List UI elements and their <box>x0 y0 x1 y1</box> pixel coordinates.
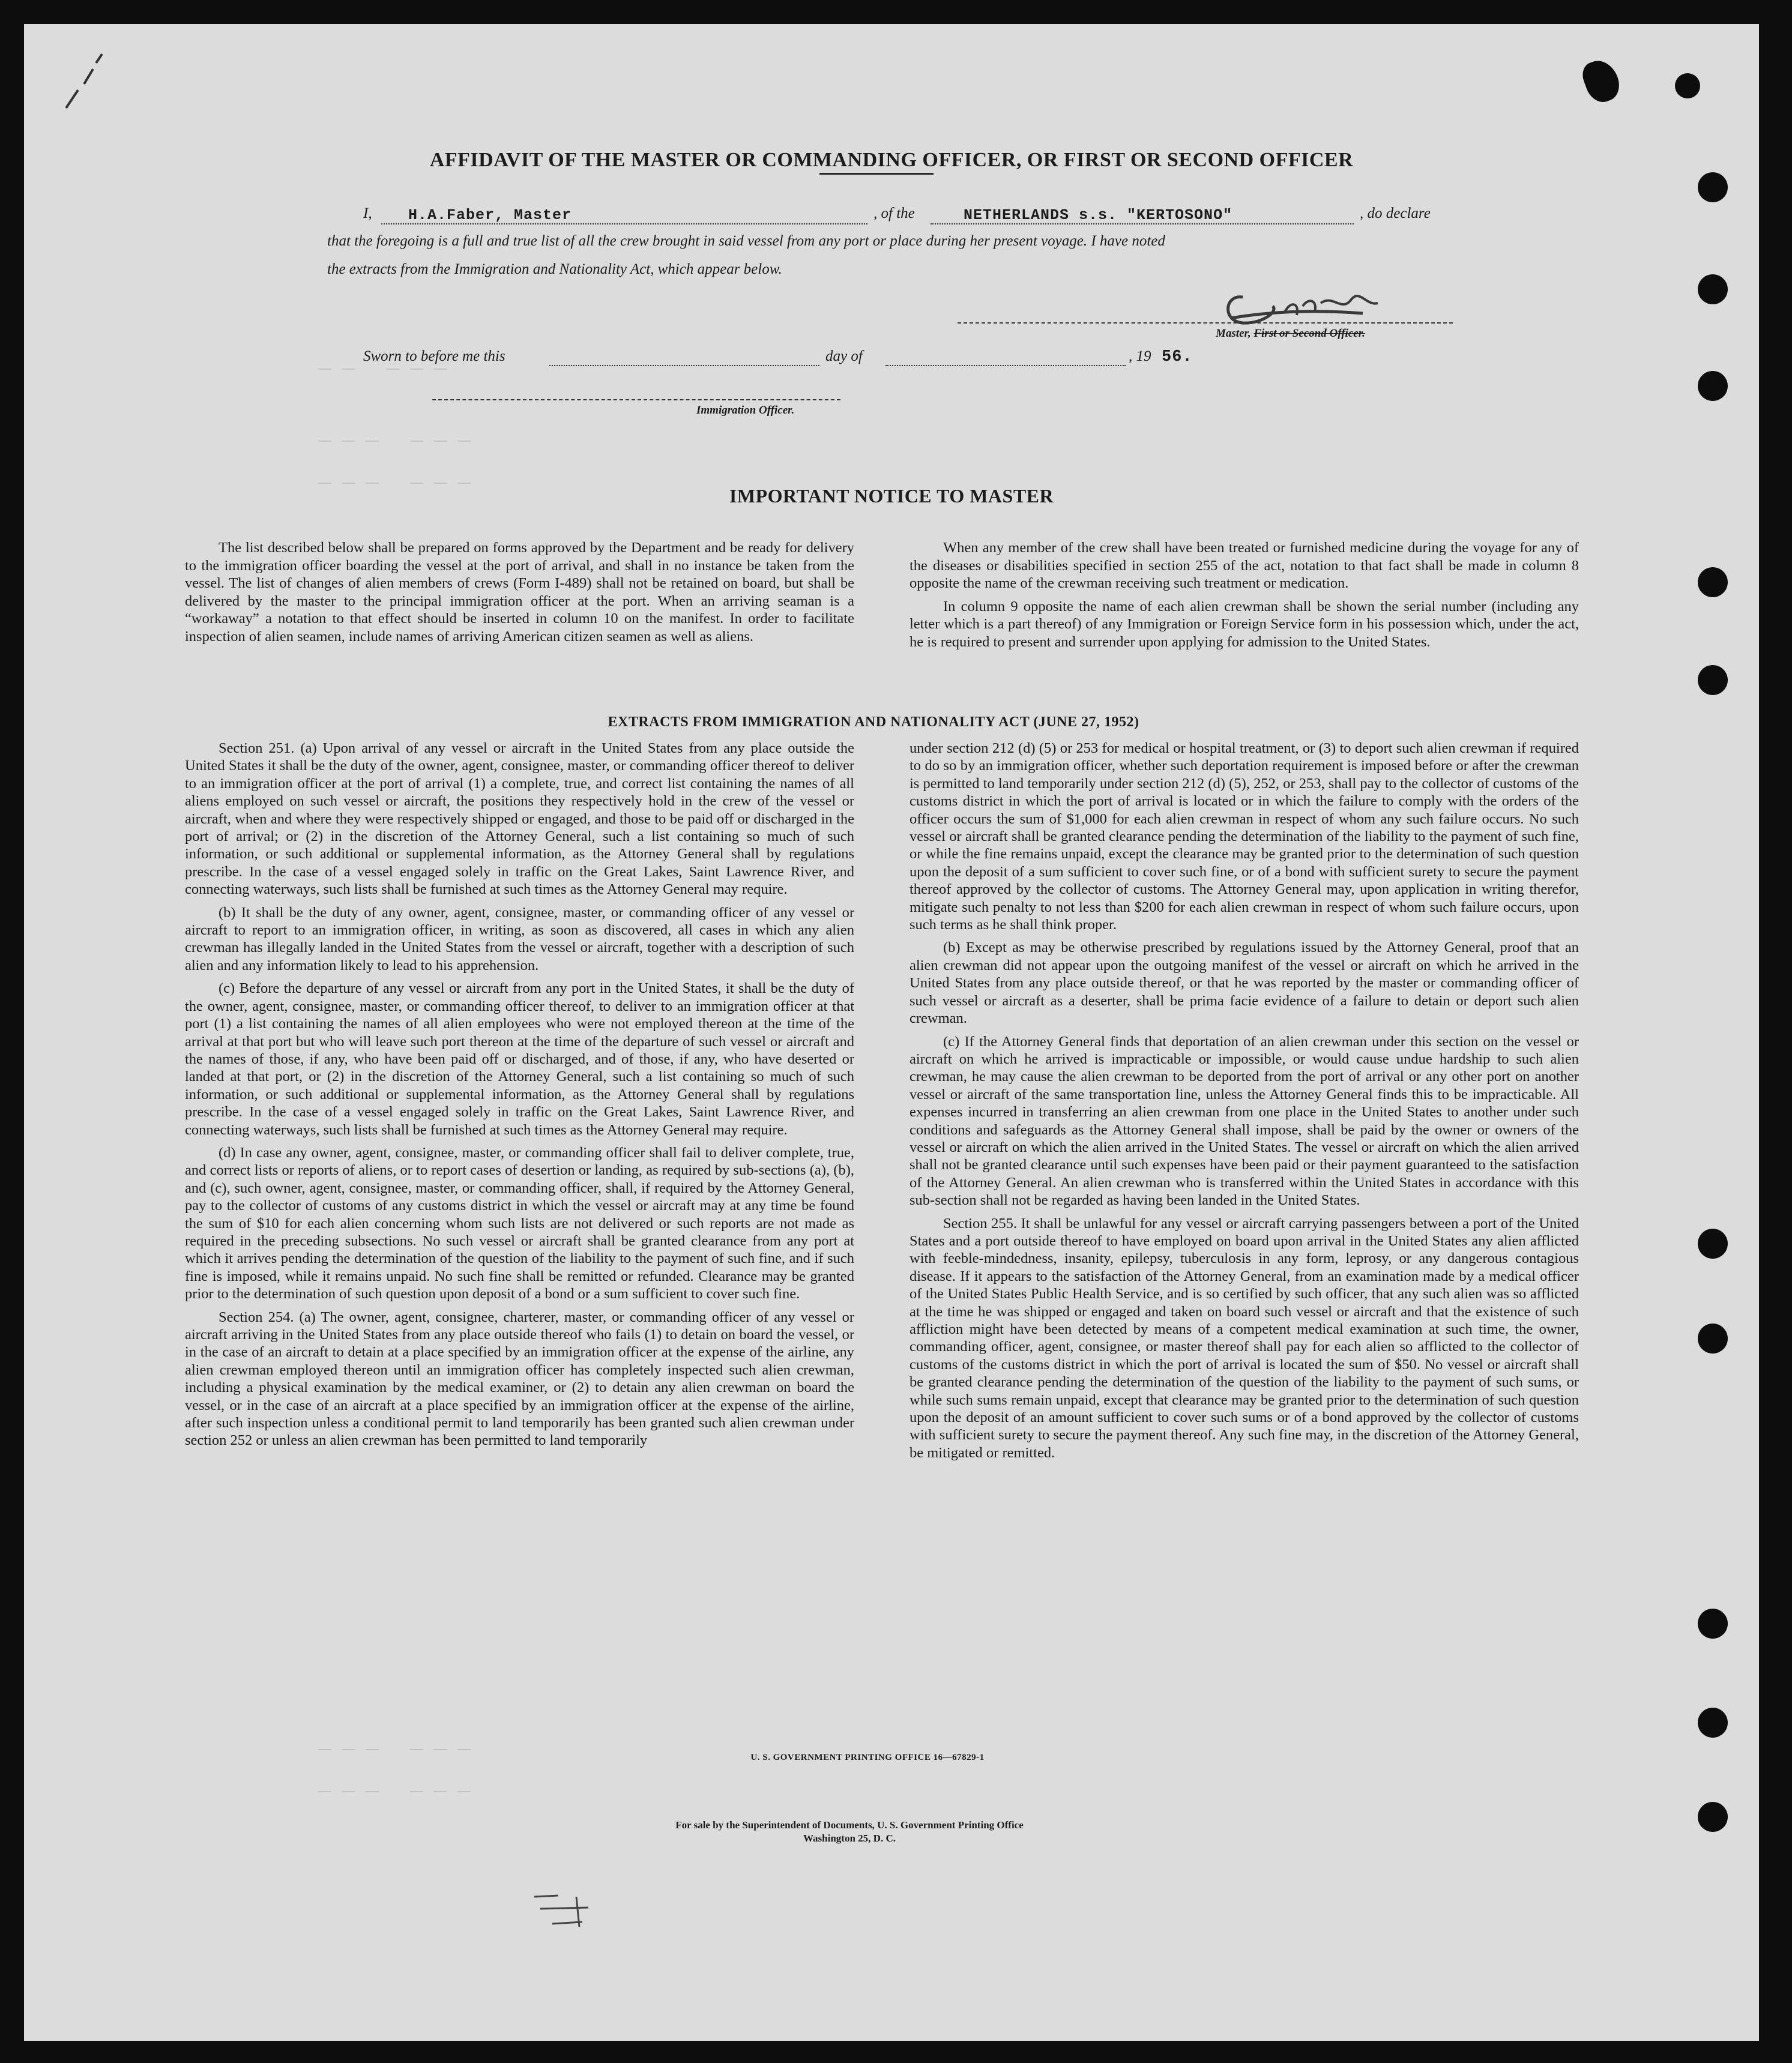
caption-struck: First or Second Officer. <box>1253 327 1365 340</box>
sworn-label: Sworn to before me this <box>363 348 505 364</box>
day-of-label: day of <box>825 348 863 364</box>
punch-hole <box>1698 567 1728 597</box>
bleed-through-marks: — — — — — — <box>318 432 474 447</box>
notice-paragraph: The list described below shall be prepared on forms approved by the Department and be ready for delivery to the immigration officer boarding the vessel at the port of arrival, and shall in no instance be taken from the vessel. The list of changes of alien members of crews (Form I-489) shall not be retained on board, but shall be delivered by the master to the principal immigration officer at the port. When an arriving seaman is a “workaway” a notation to that effect should be inserted in column 10 on the manifest. In order to facilitate inspection of alien seamen, include names of arriving American citizen seamen as well as aliens. <box>185 540 854 645</box>
section-254-a: Section 254. (a) The owner, agent, consignee, charterer, master, or commanding officer of any vessel or aircraft arriving in the United States from any place outside thereof who fails (1) to detain on board the vessel, or in the case of an aircraft to detain at a place specified by an immigration officer at the expense of the airline, any alien crewman employed thereon until an immigration officer has completely inspected such alien crewman, including a physical examination by the medical examiner, or (2) to detain any alien crewman on board the vessel, or in the case of an aircraft at a place specified by an immigration officer at the expense of the airline, after such inspection unless a conditional permit to land temporarily has been granted such alien crewman under section 252 or unless an alien crewman has been permitted to land temporarily <box>185 1309 854 1449</box>
extracts-right-column <box>910 739 1579 1467</box>
corner-binding-mark <box>1579 56 1625 107</box>
document-page <box>24 24 1759 2041</box>
year-prefix: , 19 <box>1129 348 1151 364</box>
sale-line-2: Washington 25, D. C. <box>803 1833 896 1844</box>
section-251-c: (c) Before the departure of any vessel or aircraft from any port in the United States, it shall be the duty of the owner, agent, consignee, master, or commanding officer thereof, to deliver to an immigration officer at that port (1) a list containing the names of all alien employees who were not employed thereon at the time of the arrival at that port but who will leave such port thereon at the time of the departure of such vessel or aircraft and the names of those, if any, who have been paid off or discharged, and of those, if any, who have deserted or landed at that port, or (2) in the discretion of the Attorney General, such a list containing so much of such information, or such additional or supplemental information, as the Attorney General shall by regulations prescribe. In the case of a vessel engaged solely in traffic on the Great Lakes, Saint Lawrence River, and connecting waterways, such lists shall be furnished at such times as the Attorney General may require. <box>185 980 854 1138</box>
signature-caption <box>1216 327 1365 340</box>
section-254-cont: under section 212 (d) (5) or 253 for medical or hospital treatment, or (3) to deport such alien crewman if required to do so by an immigration officer, whether such deportation requirement is imposed before or after the crewman is permitted to land temporarily under section 212 (d) (5), 252, or 253, shall pay to the collector of customs of the customs district in which the port of arrival is located or in which the failure to comply with the orders of the officer occurs the sum of $1,000 for each alien crewman in respect of whom any such failure occurs. No such vessel or aircraft shall be granted clearance pending the determination of the liability to the payment of such fine, or while the fine remains unpaid, except the clearance may be granted prior to the determination of such question upon the deposit of a sum sufficient to cover such fine, or of a bond with sufficient surety to secure the payment thereof approved by the collector of customs. The Attorney General may, upon application in writing therefor, mitigate such penalty to not less than $200 for each alien crewman in respect of whom such failure occurs, upon such terms as he shall think proper. <box>910 740 1579 933</box>
punch-hole <box>1698 1229 1728 1259</box>
immigration-officer-line <box>432 399 840 400</box>
bleed-through-marks: — — — — — — <box>318 1741 474 1756</box>
bleed-through-marks: — — — — — — <box>318 474 474 489</box>
sworn-month-field <box>885 365 1126 366</box>
notice-title: IMPORTANT NOTICE TO MASTER <box>729 485 1054 507</box>
notice-paragraph: In column 9 opposite the name of each alien crewman shall be shown the serial number (including any letter which is a part thereof) of any Immigration or Foreign Service form in his possession which, under the act, he is required to present and surrender upon applying for admission to the United States. <box>910 598 1579 650</box>
punch-hole <box>1675 73 1700 98</box>
punch-hole <box>1698 172 1728 202</box>
notice-right-column <box>910 539 1579 657</box>
sale-line-1: For sale by the Superintendent of Documents, U. S. Government Printing Office <box>675 1819 1024 1831</box>
punch-hole <box>1698 1609 1728 1639</box>
section-254-b: (b) Except as may be otherwise prescribed by regulations issued by the Attorney General, proof that an alien crewman did not appear upon the outgoing manifest of the vessel or aircraft on which he arrived in the United States from any place outside thereof, or that he was reported by the master or commanding officer of such vessel or aircraft as a deserter, shall be prima facie evidence of a failure to detain or deport such alien crewman. <box>910 939 1579 1027</box>
gpo-imprint: U. S. GOVERNMENT PRINTING OFFICE 16—67829-1 <box>750 1753 985 1762</box>
year-value: 56. <box>1162 348 1193 366</box>
signature-line <box>958 322 1453 324</box>
punch-hole <box>1698 371 1728 401</box>
sale-notice <box>24 1819 1717 1845</box>
immigration-officer-label: Immigration Officer. <box>696 404 795 417</box>
vessel-name-value: NETHERLANDS s.s. "KERTOSONO" <box>964 206 1233 224</box>
extracts-heading: EXTRACTS FROM IMMIGRATION AND NATIONALITY ACT (JUNE 27, 1952) <box>608 714 1139 730</box>
stray-pen-marks <box>516 1873 636 1945</box>
notice-paragraph: When any member of the crew shall have been treated or furnished medicine during the voyage for any of the diseases or disabilities specified in section 255 of the act, notation to that fact shall be made in column 8 opposite the name of the crewman receiving such treatment or medication. <box>910 540 1579 592</box>
punch-hole <box>1698 274 1728 304</box>
title-underline <box>819 173 934 175</box>
punch-hole <box>1698 1324 1728 1354</box>
affidavit-title: AFFIDAVIT OF THE MASTER OR COMMANDING OFFICER, OR FIRST OR SECOND OFFICER <box>429 149 1354 171</box>
bleed-through-marks: — — — — — — <box>318 1783 474 1798</box>
notice-left-column <box>185 539 854 651</box>
declaration-of-the: , of the <box>873 205 915 221</box>
caption-master: Master, <box>1216 327 1254 340</box>
section-255: Section 255. It shall be unlawful for any vessel or aircraft carrying passengers between a port of the United States and a port outside thereof to have employed on board upon arrival in the United States any alien afflicted with feeble-mindedness, insanity, epilepsy, tuberculosis in any form, leprosy, or any dangerous contagious disease. If it appears to the satisfaction of the Attorney General, from an examination made by a medical officer of the United States Public Health Service, and is so certified by such officer, that any such alien was so afflicted at the time he was shipped or engaged and taken on board such vessel or aircraft and that the existence of such affliction might have been detected by means of a competent medical examination at such time, the owner, commanding officer, agent, consignee, or master thereof shall pay for each alien so afflicted to the collector of customs of the customs district in which the port of arrival is located the sum of $50. No vessel or aircraft shall be granted clearance pending the determination of the question of the liability to the payment of such sums, or while such sums remain unpaid, except that clearance may be granted prior to the determination of such question upon the deposit of an amount sufficient to cover such sums or of a bond approved by the collector of customs with sufficient surety to secure the payment thereof. Any such fine may, in the discretion of the Attorney General, be mitigated or remitted. <box>910 1215 1579 1461</box>
declaration-text: the extracts from the Immigration and Nationality Act, which appear below. <box>327 261 782 277</box>
section-251-b: (b) It shall be the duty of any owner, agent, consignee, master, or commanding officer of any vessel or aircraft to report to an immigration officer, in writing, as soon as discovered, all cases in which any alien crewman has illegally landed in the United States from the vessel or aircraft, together with a description of such alien and any information likely to lead to his apprehension. <box>185 904 854 974</box>
section-254-c: (c) If the Attorney General finds that deportation of an alien crewman under this section on the vessel or aircraft on which he arrived is impracticable or impossible, or would cause undue hardship to such alien crewman, he may cause the alien crewman to be deported from the port of arrival or any other port on another vessel or aircraft of the same transportation line, unless the Attorney General finds this to be impracticable. All expenses incurred in transferring an alien crewman from one place in the United States to another under such conditions and safeguards as the Attorney General shall impose, shall be paid by the owner or owners of the vessel or aircraft on which the alien arrived in the United States. The vessel or aircraft on which the alien arrived shall not be granted clearance until such expenses have been paid or their payment guaranteed to the satisfaction of the Attorney General. An alien crewman who is transferred within the United States in accordance with this sub-section shall not be regarded as having been landed in the United States. <box>910 1033 1579 1209</box>
punch-hole <box>1698 665 1728 695</box>
section-251-a: Section 251. (a) Upon arrival of any vessel or aircraft in the United States from any place outside the United States it shall be the duty of the owner, agent, consignee, master, or commanding officer thereof to deliver to an immigration officer at the port of arrival (1) a complete, true, and correct list containing the names of all aliens employed on such vessel or aircraft, the positions they respectively hold in the crew of the vessel or aircraft, when and where they were respectively shipped or engaged, and those to be paid off or discharged in the port of arrival; or (2) in the discretion of the Attorney General, such a list containing so much of such information, or such additional or supplemental information, as the Attorney General shall by regulations prescribe. In the case of a vessel engaged solely in traffic on the Great Lakes, Saint Lawrence River, and connecting waterways, such lists shall be furnished at such times as the Attorney General may require. <box>185 740 854 898</box>
stray-pen-marks <box>60 48 108 120</box>
declaration-do-declare: , do declare <box>1360 205 1431 221</box>
master-name-value: H.A.Faber, Master <box>408 206 572 224</box>
section-251-d: (d) In case any owner, agent, consignee, master, or commanding officer shall fail to deliver complete, true, and correct lists or reports of aliens, or to report cases of desertion or landing, as required by sub-sections (a), (b), and (c), such owner, agent, consignee, master, or commanding officer, shall, if required by the Attorney General, pay to the collector of customs of any customs district in which the vessel or aircraft may at any time be found the sum of $10 for each alien concerning whom such lists are not delivered or such reports are not made as required in the preceding subsections. No such vessel or aircraft shall be granted clearance from any port at which it arrives pending the determination of the question of the liability to the payment of such fine, and if such fine is imposed, while it remains unpaid. No such fine shall be remitted or refunded. Clearance may be granted prior to the determination of such question upon deposit of a bond or a sum sufficient to cover such fine. <box>185 1144 854 1303</box>
sworn-date-field <box>549 365 819 366</box>
declaration-i: I, <box>363 205 372 221</box>
bleed-through-marks: — — — — — <box>318 360 451 375</box>
extracts-left-column <box>185 739 854 1455</box>
declaration-text: that the foregoing is a full and true list of all the crew brought in said vessel from any port or place during her present voyage. I have noted <box>327 233 1165 249</box>
punch-hole <box>1698 1708 1728 1738</box>
